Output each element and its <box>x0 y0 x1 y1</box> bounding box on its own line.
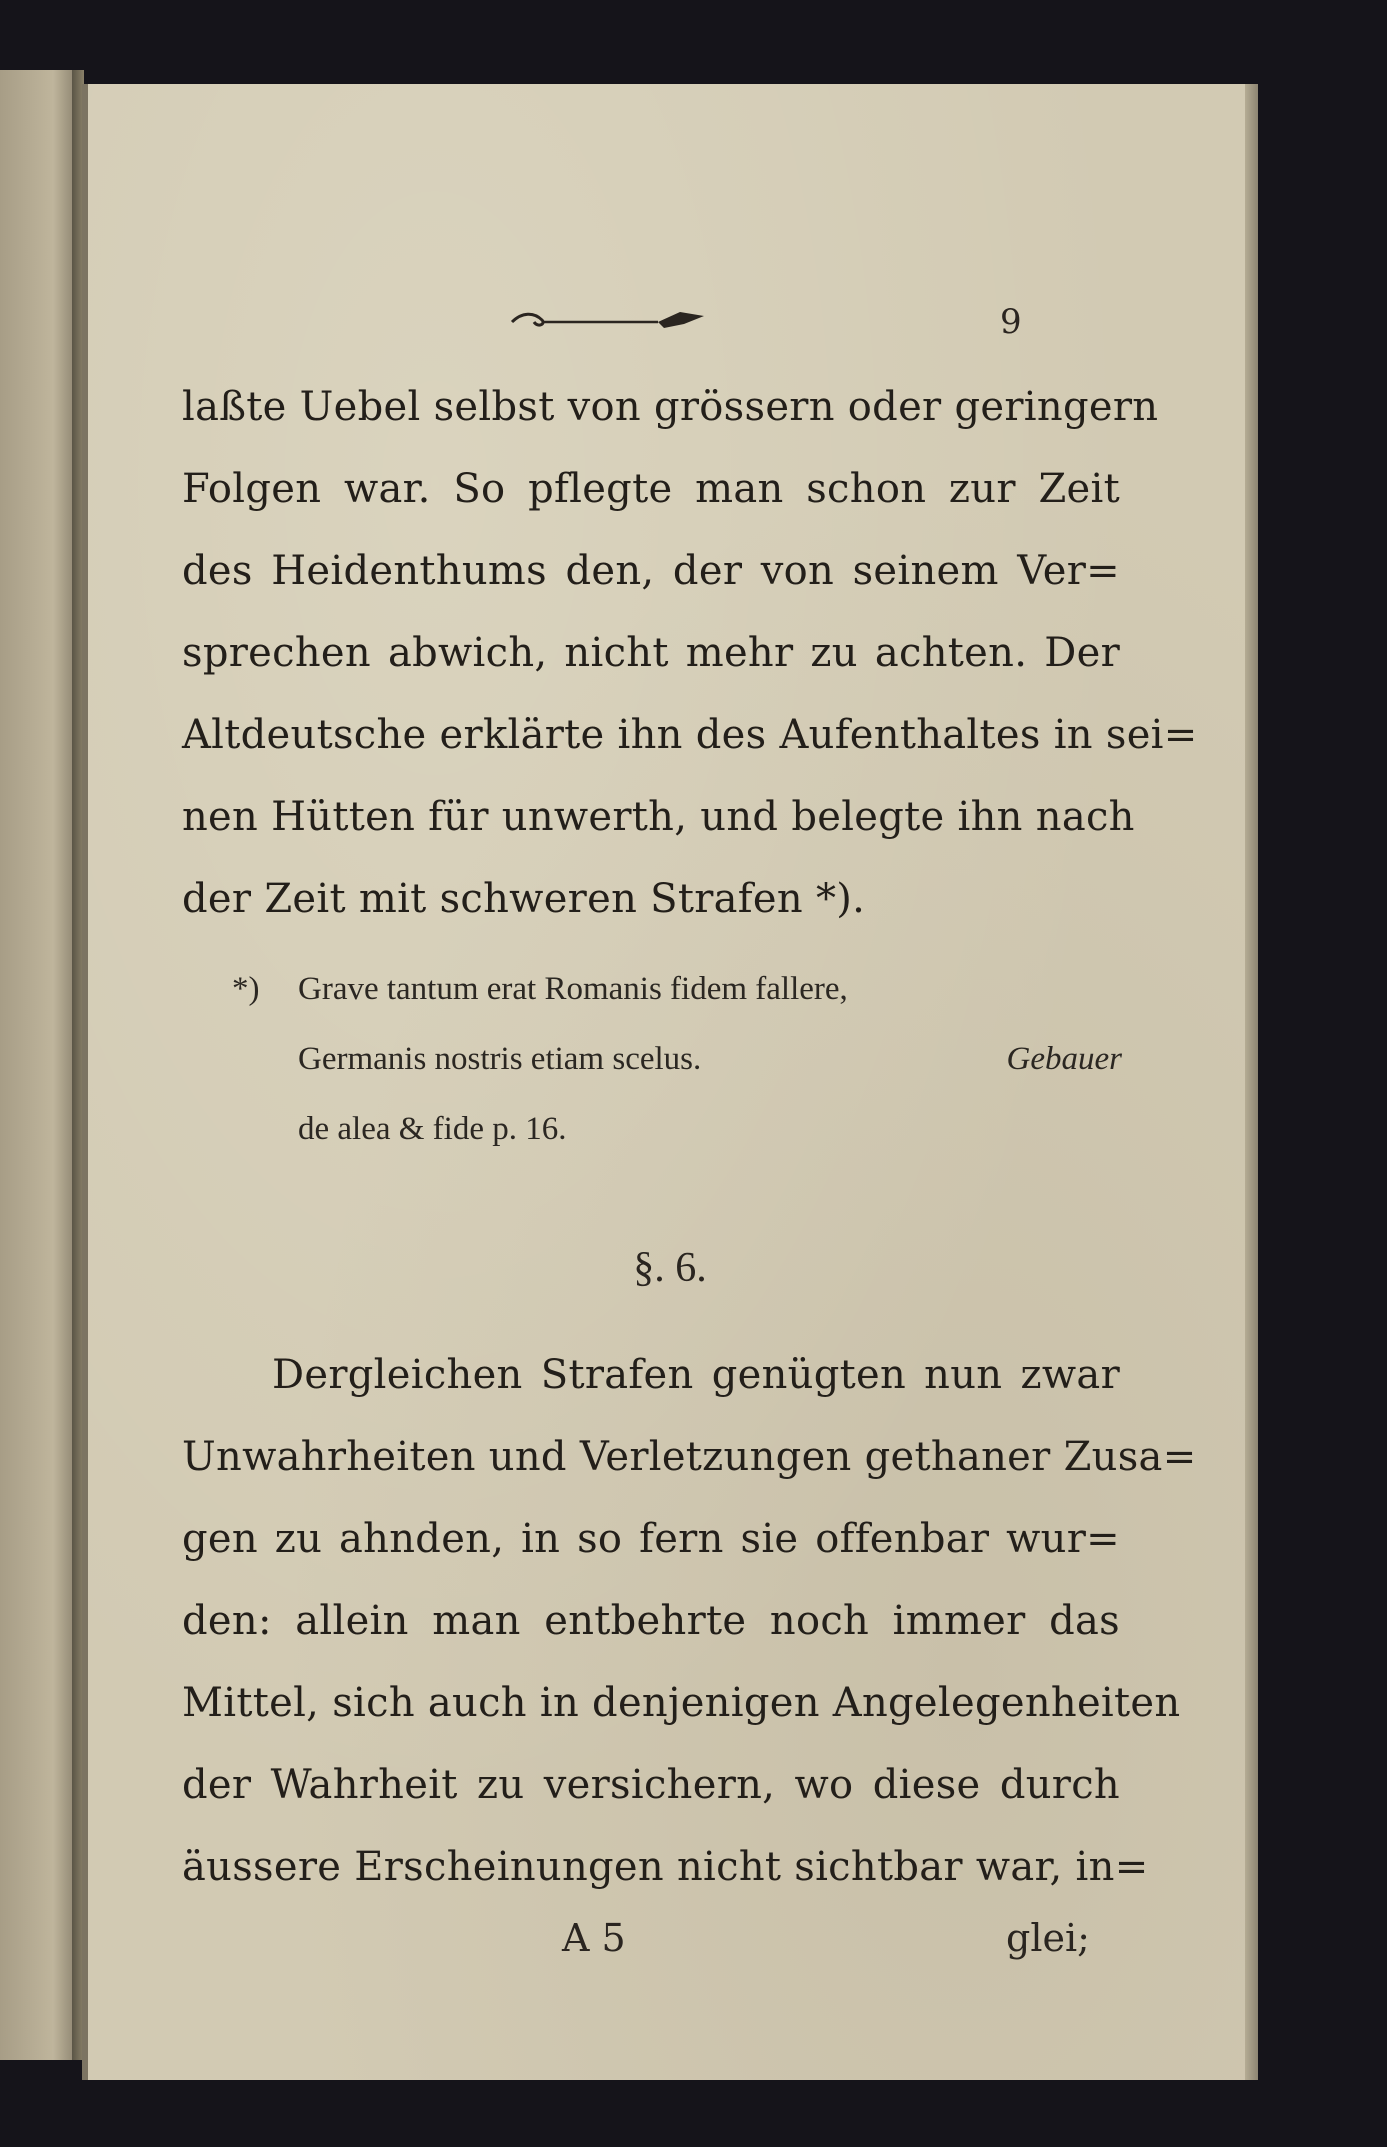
text-line: der Wahrheit zu versichern, wo diese durch <box>182 1762 1120 1808</box>
footnote-author: Gebauer <box>1006 1041 1122 1077</box>
previous-page-edge <box>0 70 76 2060</box>
text-line: gen zu ahnden, in so fern sie offenbar wur= <box>182 1516 1120 1562</box>
section-heading: §. 6. <box>633 1245 707 1291</box>
signature-mark: A 5 <box>562 1916 626 1960</box>
text-line: laßte Uebel selbst von grössern oder geringern <box>182 384 1159 430</box>
text-line: sprechen abwich, nicht mehr zu achten. Der <box>182 630 1120 676</box>
footnote-line <box>232 1024 1122 1094</box>
footnote-text: de alea & fide p. 16. <box>298 1111 567 1147</box>
page-footer <box>82 1916 1258 1976</box>
text-line: äussere Erscheinungen nicht sichtbar war, in= <box>182 1844 1149 1890</box>
text-line: Altdeutsche erklärte ihn des Aufenthaltes in sei= <box>182 712 1198 758</box>
footnote-text: Grave tantum erat Romanis fidem fallere, <box>298 971 848 1007</box>
page-number: 9 <box>1000 302 1022 342</box>
footnote-marker: *) <box>232 971 260 1007</box>
footnote <box>232 954 1122 1164</box>
catchword: glei; <box>1006 1916 1090 1960</box>
ornament-icon <box>508 304 708 340</box>
text-line: Dergleichen Strafen genügten nun zwar <box>272 1352 1120 1398</box>
footnote-text: Germanis nostris etiam scelus. <box>298 1041 702 1077</box>
footnote-line <box>232 954 1122 1024</box>
text-line: Mittel, sich auch in denjenigen Angelegenheiten <box>182 1680 1181 1726</box>
text-line: der Zeit mit schweren Strafen *). <box>182 876 866 922</box>
text-line: Folgen war. So pflegte man schon zur Zeit <box>182 466 1120 512</box>
paragraph-2 <box>182 1334 1197 1908</box>
text-line: Unwahrheiten und Verletzungen gethaner Zusa= <box>182 1434 1197 1480</box>
text-line: des Heidenthums den, der von seinem Ver= <box>182 548 1120 594</box>
text-line: den: allein man entbehrte noch immer das <box>182 1598 1120 1644</box>
page-edge <box>1245 84 1258 2080</box>
book-page <box>82 84 1258 2080</box>
text-line: nen Hütten für unwerth, und belegte ihn nach <box>182 794 1135 840</box>
paragraph-1 <box>182 366 1198 940</box>
page-header <box>82 302 1258 342</box>
